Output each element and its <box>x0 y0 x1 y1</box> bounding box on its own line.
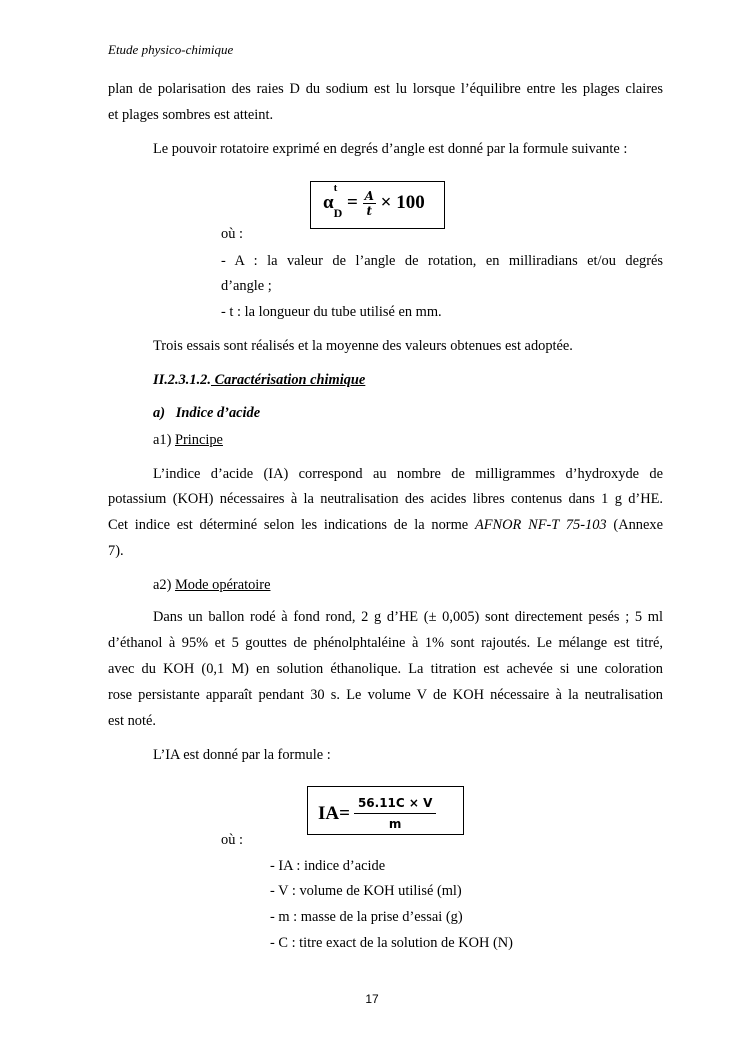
formula-fraction <box>363 189 376 218</box>
paragraph-line: avec du KOH (0,1 M) en solution éthanolique. La titration est achevée si une coloration <box>108 661 663 677</box>
formula-superscript: t <box>333 181 338 194</box>
subheading-principe <box>153 430 708 450</box>
times-100: × 100 <box>375 191 425 213</box>
paragraph-line <box>108 515 663 535</box>
paragraph-line: rose persistante apparaît pendant 30 s. Le volume V de KOH nécessaire à la neutralisation <box>108 687 663 703</box>
formula-box-rotatory-power <box>310 181 445 229</box>
subsection-title: Indice d’acide <box>175 405 261 421</box>
paragraph-line: L’indice d’acide (IA) correspond au nombre de milligrammes d’hydroxyde de <box>153 466 663 482</box>
norm-reference: AFNOR NF-T 75-103 <box>474 517 607 533</box>
formula-box-acid-index <box>307 786 464 835</box>
paragraph-line: Dans un ballon rodé à fond rond, 2 g d’HE (± 0,005) sont directement pesés ; 5 ml <box>153 609 663 625</box>
formula-rotatory-power <box>323 181 425 220</box>
section-heading <box>153 370 708 390</box>
subheading-prefix: a1) <box>153 432 175 448</box>
formula-fraction <box>354 796 436 831</box>
section-number: II.2.3.1.2. <box>153 372 211 388</box>
subsection-letter: a) <box>153 405 165 421</box>
paragraph-line: est noté. <box>108 713 156 729</box>
formula-lhs: IA= <box>318 802 350 824</box>
fraction-numerator: A <box>364 189 374 203</box>
subheading-label: Mode opératoire <box>174 577 271 593</box>
paragraph-line: plan de polarisation des raies D du sodium est lu lorsque l’équilibre entre les plages claires <box>108 81 663 97</box>
text-run: Cet indice est déterminé selon les indications de la norme <box>108 517 475 533</box>
paragraph-line: d’éthanol à 95% et 5 gouttes de phénolphtaléine à 1% sont rajoutés. Le mélange est titré, <box>108 635 663 651</box>
equals-sign: = <box>342 191 363 213</box>
subheading-prefix: a2) <box>153 577 175 593</box>
where-label: où : <box>221 832 243 848</box>
definition-item: - m : masse de la prise d’essai (g) <box>270 909 463 925</box>
fraction-denominator: m <box>388 817 402 831</box>
paragraph-line: L’IA est donné par la formule : <box>153 747 331 763</box>
paragraph-line: Trois essais sont réalisés et la moyenne des valeurs obtenues est adoptée. <box>153 338 573 354</box>
fraction-denominator: t <box>366 204 373 218</box>
list-item-continuation: d’angle ; <box>221 278 272 294</box>
list-item: - A : la valeur de l’angle de rotation, en milliradians et/ou degrés <box>221 253 663 269</box>
subheading-mode-operatoire <box>153 575 708 595</box>
subheading-label: Principe <box>174 432 223 448</box>
definition-item: - IA : indice d’acide <box>270 858 386 874</box>
definition-item: - V : volume de KOH utilisé (ml) <box>270 883 462 899</box>
alpha-symbol: α <box>323 191 334 213</box>
definition-item: - C : titre exact de la solution de KOH (N) <box>270 935 513 951</box>
list-item: - t : la longueur du tube utilisé en mm. <box>221 304 442 320</box>
paragraph-line: Le pouvoir rotatoire exprimé en degrés d’angle est donné par la formule suivante : <box>153 141 628 157</box>
fraction-numerator: 56.11C × V <box>354 796 436 814</box>
paragraph-line: et plages sombres est atteint. <box>108 107 274 123</box>
running-header: Etude physico-chimique <box>108 42 234 57</box>
formula-subscript: D <box>333 205 343 220</box>
subsection-heading <box>153 403 708 423</box>
paragraph-line: potassium (KOH) nécessaires à la neutralisation des acides libres contenus dans 1 g d’HE. <box>108 491 663 507</box>
where-label: où : <box>221 226 243 242</box>
text-run: (Annexe <box>606 517 663 533</box>
paragraph-line: 7). <box>108 543 124 559</box>
section-title: Caractérisation chimique <box>210 372 366 388</box>
formula-acid-index <box>318 796 436 831</box>
page-number: 17 <box>365 992 379 1006</box>
